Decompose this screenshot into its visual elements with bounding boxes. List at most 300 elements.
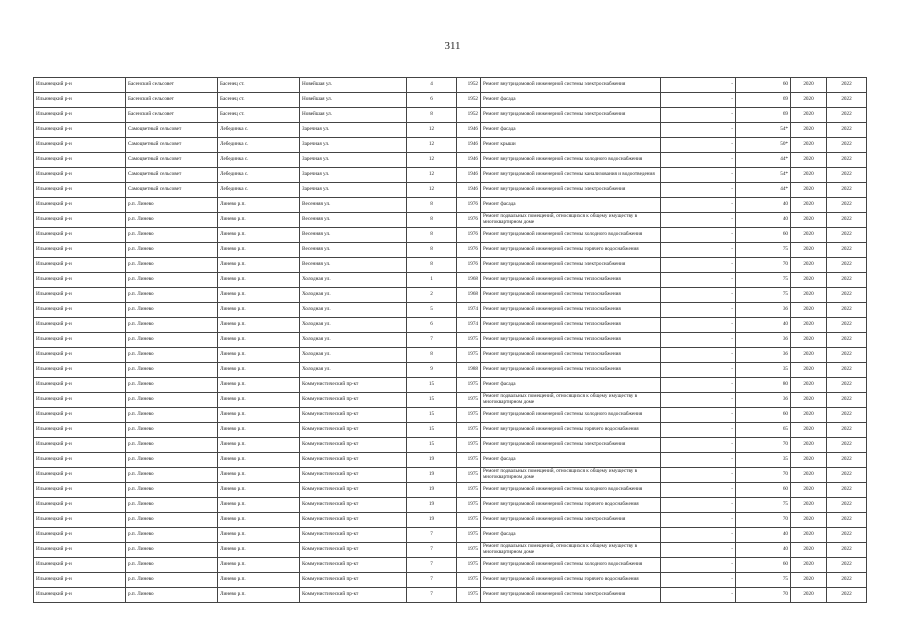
house-number-cell: 12	[407, 168, 457, 183]
dash-cell: -	[661, 213, 736, 228]
street-cell: Весенняя ул.	[300, 258, 407, 273]
street-cell: Весенняя ул.	[300, 213, 407, 228]
end-year-cell: 2022	[827, 273, 867, 288]
house-number-cell: 6	[407, 318, 457, 333]
settlement-cell: Линево р.п.	[218, 333, 300, 348]
year-cell: 1975	[457, 348, 481, 363]
settlement-cell: Линево р.п.	[218, 393, 300, 408]
dash-cell: -	[661, 288, 736, 303]
dash-cell: -	[661, 198, 736, 213]
work-type-cell: Ремонт внутридомовой инженерной системы электроснабжения	[481, 108, 661, 123]
wear-percent-cell: 44*	[736, 153, 791, 168]
street-cell: Заречная ул.	[300, 138, 407, 153]
table-row	[34, 498, 867, 513]
house-number-cell: 6	[407, 93, 457, 108]
house-number-cell: 12	[407, 183, 457, 198]
street-cell: Заречная ул.	[300, 183, 407, 198]
end-year-cell: 2022	[827, 513, 867, 528]
municipality-cell: р.п. Линево	[126, 453, 218, 468]
settlement-cell: Лебединка с.	[218, 183, 300, 198]
dash-cell: -	[661, 393, 736, 408]
wear-percent-cell: 70	[736, 258, 791, 273]
house-number-cell: 8	[407, 228, 457, 243]
dash-cell: -	[661, 183, 736, 198]
end-year-cell: 2022	[827, 468, 867, 483]
work-type-cell: Ремонт внутридомовой инженерной системы горячего водоснабжения	[481, 243, 661, 258]
municipality-cell: Самоцветный сельсовет	[126, 123, 218, 138]
district-cell: Ильинецкий р-н	[34, 363, 126, 378]
wear-percent-cell: 70	[736, 468, 791, 483]
district-cell: Ильинецкий р-н	[34, 348, 126, 363]
work-type-cell: Ремонт внутридомовой инженерной системы холодного водоснабжения	[481, 483, 661, 498]
house-number-cell: 15	[407, 438, 457, 453]
settlement-cell: Линево р.п.	[218, 483, 300, 498]
work-type-cell: Ремонт внутридомовой инженерной системы горячего водоснабжения	[481, 573, 661, 588]
settlement-cell: Линево р.п.	[218, 378, 300, 393]
table-row	[34, 363, 867, 378]
year-cell: 1976	[457, 198, 481, 213]
municipality-cell: р.п. Линево	[126, 513, 218, 528]
settlement-cell: Линево р.п.	[218, 228, 300, 243]
dash-cell: -	[661, 423, 736, 438]
work-type-cell: Ремонт внутридомовой инженерной системы электроснабжения	[481, 183, 661, 198]
table-row	[34, 543, 867, 558]
district-cell: Ильинецкий р-н	[34, 513, 126, 528]
work-type-cell: Ремонт внутридомовой инженерной системы горячего водоснабжения	[481, 498, 661, 513]
start-year-cell: 2020	[791, 588, 827, 603]
dash-cell: -	[661, 108, 736, 123]
municipality-cell: р.п. Линево	[126, 393, 218, 408]
start-year-cell: 2020	[791, 228, 827, 243]
dash-cell: -	[661, 468, 736, 483]
municipality-cell: р.п. Линево	[126, 423, 218, 438]
municipality-cell: р.п. Линево	[126, 498, 218, 513]
start-year-cell: 2020	[791, 273, 827, 288]
wear-percent-cell: 69	[736, 108, 791, 123]
table-row	[34, 453, 867, 468]
work-type-cell: Ремонт подвальных помещений, относящихся к общему имуществу в многоквартирном доме	[481, 468, 661, 483]
settlement-cell: Линево р.п.	[218, 303, 300, 318]
year-cell: 1968	[457, 273, 481, 288]
district-cell: Ильинецкий р-н	[34, 588, 126, 603]
wear-percent-cell: 69	[736, 93, 791, 108]
work-type-cell: Ремонт фасада	[481, 93, 661, 108]
table-row	[34, 183, 867, 198]
year-cell: 1975	[457, 528, 481, 543]
start-year-cell: 2020	[791, 423, 827, 438]
wear-percent-cell: 40	[736, 318, 791, 333]
end-year-cell: 2022	[827, 213, 867, 228]
district-cell: Ильинецкий р-н	[34, 198, 126, 213]
settlement-cell: Басенец ст.	[218, 108, 300, 123]
dash-cell: -	[661, 348, 736, 363]
street-cell: Коммунистический пр-кт	[300, 498, 407, 513]
start-year-cell: 2020	[791, 138, 827, 153]
district-cell: Ильинецкий р-н	[34, 273, 126, 288]
table-row	[34, 273, 867, 288]
year-cell: 1974	[457, 303, 481, 318]
wear-percent-cell: 40	[736, 543, 791, 558]
start-year-cell: 2020	[791, 348, 827, 363]
street-cell: Заречная ул.	[300, 168, 407, 183]
dash-cell: -	[661, 543, 736, 558]
wear-percent-cell: 40	[736, 198, 791, 213]
district-cell: Ильинецкий р-н	[34, 153, 126, 168]
settlement-cell: Линево р.п.	[218, 513, 300, 528]
start-year-cell: 2020	[791, 498, 827, 513]
wear-percent-cell: 60	[736, 78, 791, 93]
end-year-cell: 2022	[827, 303, 867, 318]
start-year-cell: 2020	[791, 363, 827, 378]
year-cell: 1975	[457, 513, 481, 528]
house-number-cell: 7	[407, 558, 457, 573]
house-number-cell: 7	[407, 543, 457, 558]
settlement-cell: Линево р.п.	[218, 258, 300, 273]
start-year-cell: 2020	[791, 528, 827, 543]
municipality-cell: Самоцветный сельсовет	[126, 153, 218, 168]
table-row	[34, 303, 867, 318]
district-cell: Ильинецкий р-н	[34, 78, 126, 93]
municipality-cell: Басенский сельсовет	[126, 108, 218, 123]
municipality-cell: Самоцветный сельсовет	[126, 183, 218, 198]
work-type-cell: Ремонт внутридомовой инженерной системы горячего водоснабжения	[481, 423, 661, 438]
wear-percent-cell: 50*	[736, 138, 791, 153]
table-row	[34, 213, 867, 228]
municipality-cell: р.п. Линево	[126, 588, 218, 603]
work-type-cell: Ремонт внутридомовой инженерной системы холодного водоснабжения	[481, 558, 661, 573]
year-cell: 1975	[457, 573, 481, 588]
end-year-cell: 2022	[827, 108, 867, 123]
end-year-cell: 2022	[827, 288, 867, 303]
end-year-cell: 2022	[827, 558, 867, 573]
work-type-cell: Ремонт фасада	[481, 198, 661, 213]
end-year-cell: 2022	[827, 198, 867, 213]
district-cell: Ильинецкий р-н	[34, 558, 126, 573]
start-year-cell: 2020	[791, 183, 827, 198]
table-row	[34, 378, 867, 393]
dash-cell: -	[661, 138, 736, 153]
dash-cell: -	[661, 318, 736, 333]
start-year-cell: 2020	[791, 303, 827, 318]
settlement-cell: Линево р.п.	[218, 453, 300, 468]
house-number-cell: 12	[407, 138, 457, 153]
street-cell: Холодная ул.	[300, 273, 407, 288]
table-row	[34, 483, 867, 498]
district-cell: Ильинецкий р-н	[34, 168, 126, 183]
table-row	[34, 198, 867, 213]
dash-cell: -	[661, 453, 736, 468]
end-year-cell: 2022	[827, 438, 867, 453]
wear-percent-cell: 75	[736, 573, 791, 588]
municipality-cell: р.п. Линево	[126, 408, 218, 423]
street-cell: Коммунистический пр-кт	[300, 378, 407, 393]
district-cell: Ильинецкий р-н	[34, 213, 126, 228]
start-year-cell: 2020	[791, 573, 827, 588]
table-row	[34, 168, 867, 183]
municipality-cell: р.п. Линево	[126, 438, 218, 453]
wear-percent-cell: 54*	[736, 123, 791, 138]
street-cell: Коммунистический пр-кт	[300, 573, 407, 588]
settlement-cell: Лебединка с.	[218, 138, 300, 153]
table-row	[34, 468, 867, 483]
dash-cell: -	[661, 483, 736, 498]
house-number-cell: 12	[407, 153, 457, 168]
house-number-cell: 8	[407, 213, 457, 228]
district-cell: Ильинецкий р-н	[34, 138, 126, 153]
start-year-cell: 2020	[791, 78, 827, 93]
dash-cell: -	[661, 363, 736, 378]
street-cell: Коммунистический пр-кт	[300, 513, 407, 528]
start-year-cell: 2020	[791, 408, 827, 423]
year-cell: 1976	[457, 228, 481, 243]
table-row	[34, 423, 867, 438]
work-type-cell: Ремонт крыши	[481, 138, 661, 153]
year-cell: 1946	[457, 168, 481, 183]
wear-percent-cell: 36	[736, 333, 791, 348]
start-year-cell: 2020	[791, 198, 827, 213]
street-cell: Коммунистический пр-кт	[300, 453, 407, 468]
street-cell: Холодная ул.	[300, 318, 407, 333]
house-number-cell: 7	[407, 588, 457, 603]
district-cell: Ильинецкий р-н	[34, 483, 126, 498]
end-year-cell: 2022	[827, 333, 867, 348]
end-year-cell: 2022	[827, 528, 867, 543]
end-year-cell: 2022	[827, 588, 867, 603]
settlement-cell: Лебединка с.	[218, 123, 300, 138]
dash-cell: -	[661, 78, 736, 93]
dash-cell: -	[661, 378, 736, 393]
end-year-cell: 2022	[827, 498, 867, 513]
wear-percent-cell: 36	[736, 348, 791, 363]
work-type-cell: Ремонт фасада	[481, 123, 661, 138]
house-number-cell: 15	[407, 423, 457, 438]
street-cell: Новейшая ул.	[300, 93, 407, 108]
municipality-cell: р.п. Линево	[126, 198, 218, 213]
district-cell: Ильинецкий р-н	[34, 423, 126, 438]
year-cell: 1975	[457, 498, 481, 513]
dash-cell: -	[661, 273, 736, 288]
work-type-cell: Ремонт внутридомовой инженерной системы электроснабжения	[481, 438, 661, 453]
dash-cell: -	[661, 408, 736, 423]
dash-cell: -	[661, 258, 736, 273]
start-year-cell: 2020	[791, 513, 827, 528]
work-type-cell: Ремонт внутридомовой инженерной системы теплоснабжения	[481, 303, 661, 318]
work-type-cell: Ремонт внутридомовой инженерной системы электроснабжения	[481, 78, 661, 93]
dash-cell: -	[661, 588, 736, 603]
end-year-cell: 2022	[827, 243, 867, 258]
work-type-cell: Ремонт внутридомовой инженерной системы теплоснабжения	[481, 318, 661, 333]
work-type-cell: Ремонт внутридомовой инженерной системы теплоснабжения	[481, 333, 661, 348]
work-type-cell: Ремонт подвальных помещений, относящихся к общему имуществу в многоквартирном доме	[481, 213, 661, 228]
year-cell: 1952	[457, 108, 481, 123]
wear-percent-cell: 35	[736, 453, 791, 468]
settlement-cell: Линево р.п.	[218, 348, 300, 363]
street-cell: Коммунистический пр-кт	[300, 528, 407, 543]
municipality-cell: Самоцветный сельсовет	[126, 138, 218, 153]
street-cell: Холодная ул.	[300, 303, 407, 318]
year-cell: 1946	[457, 138, 481, 153]
settlement-cell: Линево р.п.	[218, 288, 300, 303]
end-year-cell: 2022	[827, 168, 867, 183]
dash-cell: -	[661, 243, 736, 258]
wear-percent-cell: 60	[736, 483, 791, 498]
end-year-cell: 2022	[827, 93, 867, 108]
year-cell: 1952	[457, 78, 481, 93]
house-number-cell: 15	[407, 408, 457, 423]
house-number-cell: 12	[407, 123, 457, 138]
start-year-cell: 2020	[791, 213, 827, 228]
work-type-cell: Ремонт внутридомовой инженерной системы теплоснабжения	[481, 348, 661, 363]
settlement-cell: Линево р.п.	[218, 558, 300, 573]
municipality-cell: р.п. Линево	[126, 258, 218, 273]
end-year-cell: 2022	[827, 78, 867, 93]
settlement-cell: Линево р.п.	[218, 423, 300, 438]
district-cell: Ильинецкий р-н	[34, 378, 126, 393]
year-cell: 1952	[457, 93, 481, 108]
street-cell: Новейшая ул.	[300, 108, 407, 123]
table-row	[34, 528, 867, 543]
district-cell: Ильинецкий р-н	[34, 498, 126, 513]
table-row	[34, 333, 867, 348]
wear-percent-cell: 60	[736, 228, 791, 243]
end-year-cell: 2022	[827, 483, 867, 498]
settlement-cell: Линево р.п.	[218, 213, 300, 228]
settlement-cell: Линево р.п.	[218, 363, 300, 378]
table-row	[34, 78, 867, 93]
house-number-cell: 8	[407, 108, 457, 123]
work-type-cell: Ремонт внутридомовой инженерной системы электроснабжения	[481, 258, 661, 273]
end-year-cell: 2022	[827, 363, 867, 378]
work-type-cell: Ремонт внутридомовой инженерной системы теплоснабжения	[481, 288, 661, 303]
district-cell: Ильинецкий р-н	[34, 318, 126, 333]
dash-cell: -	[661, 438, 736, 453]
municipality-cell: р.п. Линево	[126, 318, 218, 333]
wear-percent-cell: 60	[736, 408, 791, 423]
end-year-cell: 2022	[827, 153, 867, 168]
street-cell: Холодная ул.	[300, 333, 407, 348]
table-body	[34, 78, 867, 603]
house-number-cell: 19	[407, 498, 457, 513]
wear-percent-cell: 36	[736, 303, 791, 318]
wear-percent-cell: 40	[736, 213, 791, 228]
start-year-cell: 2020	[791, 333, 827, 348]
table-row	[34, 348, 867, 363]
street-cell: Коммунистический пр-кт	[300, 423, 407, 438]
municipality-cell: Басенский сельсовет	[126, 93, 218, 108]
wear-percent-cell: 80	[736, 378, 791, 393]
dash-cell: -	[661, 573, 736, 588]
year-cell: 1975	[457, 378, 481, 393]
street-cell: Весенняя ул.	[300, 243, 407, 258]
municipality-cell: р.п. Линево	[126, 483, 218, 498]
year-cell: 1975	[457, 468, 481, 483]
work-type-cell: Ремонт внутридомовой инженерной системы холодного водоснабжения	[481, 228, 661, 243]
street-cell: Холодная ул.	[300, 363, 407, 378]
start-year-cell: 2020	[791, 558, 827, 573]
municipality-cell: р.п. Линево	[126, 558, 218, 573]
work-type-cell: Ремонт внутридомовой инженерной системы электроснабжения	[481, 588, 661, 603]
dash-cell: -	[661, 228, 736, 243]
house-number-cell: 8	[407, 243, 457, 258]
street-cell: Коммунистический пр-кт	[300, 393, 407, 408]
dash-cell: -	[661, 498, 736, 513]
district-cell: Ильинецкий р-н	[34, 573, 126, 588]
municipality-cell: р.п. Линево	[126, 303, 218, 318]
start-year-cell: 2020	[791, 243, 827, 258]
district-cell: Ильинецкий р-н	[34, 183, 126, 198]
table-row	[34, 108, 867, 123]
settlement-cell: Линево р.п.	[218, 273, 300, 288]
end-year-cell: 2022	[827, 543, 867, 558]
settlement-cell: Басенец ст.	[218, 78, 300, 93]
district-cell: Ильинецкий р-н	[34, 243, 126, 258]
work-type-cell: Ремонт подвальных помещений, относящихся к общему имуществу в многоквартирном доме	[481, 543, 661, 558]
year-cell: 1976	[457, 213, 481, 228]
settlement-cell: Линево р.п.	[218, 243, 300, 258]
start-year-cell: 2020	[791, 483, 827, 498]
street-cell: Весенняя ул.	[300, 228, 407, 243]
house-number-cell: 7	[407, 528, 457, 543]
end-year-cell: 2022	[827, 393, 867, 408]
end-year-cell: 2022	[827, 453, 867, 468]
wear-percent-cell: 65	[736, 423, 791, 438]
street-cell: Заречная ул.	[300, 123, 407, 138]
house-number-cell: 8	[407, 348, 457, 363]
end-year-cell: 2022	[827, 258, 867, 273]
house-number-cell: 8	[407, 258, 457, 273]
year-cell: 1946	[457, 123, 481, 138]
wear-percent-cell: 70	[736, 513, 791, 528]
table-row	[34, 123, 867, 138]
house-number-cell: 19	[407, 483, 457, 498]
table-row	[34, 513, 867, 528]
start-year-cell: 2020	[791, 543, 827, 558]
table-row	[34, 243, 867, 258]
municipality-cell: р.п. Линево	[126, 378, 218, 393]
district-cell: Ильинецкий р-н	[34, 258, 126, 273]
district-cell: Ильинецкий р-н	[34, 543, 126, 558]
settlement-cell: Линево р.п.	[218, 528, 300, 543]
district-cell: Ильинецкий р-н	[34, 303, 126, 318]
street-cell: Коммунистический пр-кт	[300, 408, 407, 423]
settlement-cell: Линево р.п.	[218, 408, 300, 423]
street-cell: Коммунистический пр-кт	[300, 483, 407, 498]
district-cell: Ильинецкий р-н	[34, 468, 126, 483]
street-cell: Весенняя ул.	[300, 198, 407, 213]
house-number-cell: 8	[407, 198, 457, 213]
district-cell: Ильинецкий р-н	[34, 453, 126, 468]
work-type-cell: Ремонт внутридомовой инженерной системы холодного водоснабжения	[481, 408, 661, 423]
dash-cell: -	[661, 168, 736, 183]
start-year-cell: 2020	[791, 108, 827, 123]
municipality-cell: р.п. Линево	[126, 573, 218, 588]
house-number-cell: 19	[407, 453, 457, 468]
dash-cell: -	[661, 303, 736, 318]
street-cell: Коммунистический пр-кт	[300, 468, 407, 483]
end-year-cell: 2022	[827, 348, 867, 363]
house-number-cell: 9	[407, 363, 457, 378]
district-cell: Ильинецкий р-н	[34, 228, 126, 243]
table-row	[34, 258, 867, 273]
end-year-cell: 2022	[827, 378, 867, 393]
start-year-cell: 2020	[791, 438, 827, 453]
wear-percent-cell: 75	[736, 273, 791, 288]
table-row	[34, 318, 867, 333]
municipality-cell: р.п. Линево	[126, 348, 218, 363]
house-number-cell: 5	[407, 303, 457, 318]
year-cell: 1976	[457, 243, 481, 258]
dash-cell: -	[661, 513, 736, 528]
